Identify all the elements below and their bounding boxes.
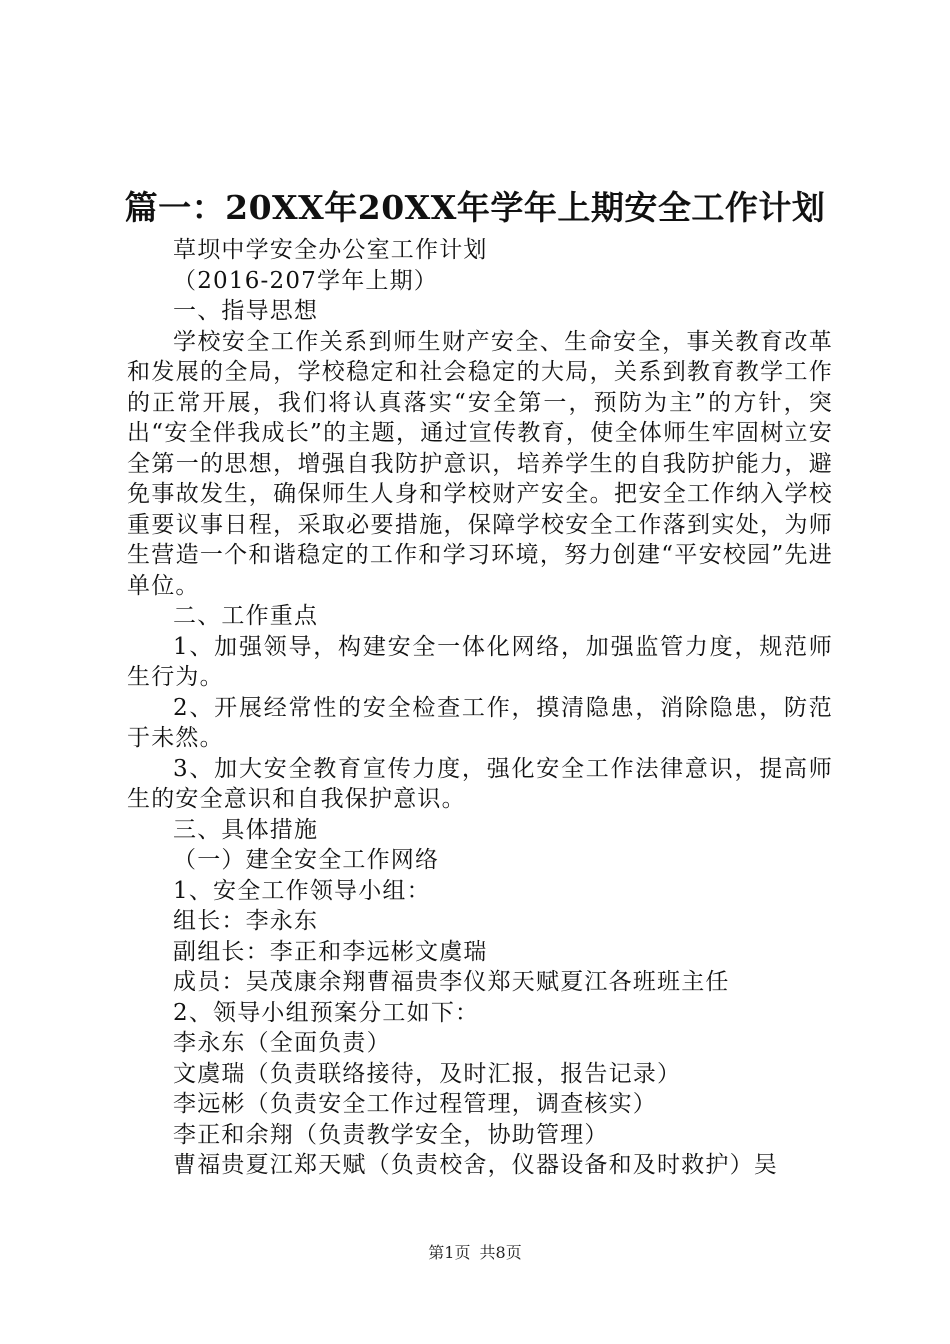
subtitle-school-year: （2016-207学年上期） xyxy=(173,267,439,294)
section-heading-3: 三、具体措施 xyxy=(173,816,319,843)
list-item-division-of-work: 2、领导小组预案分工如下： xyxy=(173,999,480,1026)
paragraph-key-point-3: 3、加大安全教育宣传力度，强化安全工作法律意识，提高师生的安全意识和自我保护意识。 xyxy=(127,755,833,812)
section-heading-1: 一、指导思想 xyxy=(173,298,319,324)
list-item-duty-2: 文虞瑞（负责联络接待，及时汇报，报告记录） xyxy=(173,1060,682,1087)
paragraph-key-point-1: 1、加强领导，构建安全一体化网络，加强监管力度，规范师生行为。 xyxy=(127,633,833,690)
document-body xyxy=(127,235,833,1181)
subtitle-office-plan: 草坝中学安全办公室工作计划 xyxy=(173,237,488,263)
list-item-duty-1: 李永东（全面负责） xyxy=(173,1030,391,1056)
section-heading-2: 二、工作重点 xyxy=(173,603,319,629)
paragraph-key-point-2: 2、开展经常性的安全检查工作，摸清隐患，消除隐患，防范于未然。 xyxy=(127,694,833,751)
list-item-duty-3: 李远彬（负责安全工作过程管理，调查核实） xyxy=(173,1091,657,1117)
document-title: 篇一：20XX年20XX年学年上期安全工作计划 xyxy=(124,188,826,227)
page-number: 第1页 xyxy=(428,1243,471,1262)
page-total: 共8页 xyxy=(479,1243,522,1262)
list-item-duty-4: 李正和余翔（负责教学安全，协助管理） xyxy=(173,1121,609,1148)
list-item-leadership-group: 1、安全工作领导小组： xyxy=(173,877,431,904)
list-item-deputy-leaders: 副组长：李正和李远彬文虞瑞 xyxy=(173,938,488,965)
subsection-heading-1: （一）建全安全工作网络 xyxy=(173,847,440,873)
list-item-members: 成员：吴茂康余翔曹福贵李仪郑天赋夏江各班班主任 xyxy=(173,969,730,995)
page-footer xyxy=(0,1243,950,1263)
list-item-group-leader: 组长：李永东 xyxy=(173,908,319,934)
paragraph-guiding-thought: 学校安全工作关系到师生财产安全、生命安全，事关教育改革和发展的全局，学校稳定和社会稳定的大局，关系到教育教学工作的正常开展，我们将认真落实“安全第一，预防为主”的方针，突出“安全伴我成长”的主题，通过宣传教育，使全体师生牢固树立安全第一的思想，增强自我防护意识，培养学生的自我防护能力，避免事故发生，确保师生人身和学校财产安全。把安全工作纳入学校重要议事日程，采取必要措施，保障学校安全工作落到实处，为师生营造一个和谐稳定的工作和学习环境，努力创建“平安校园”先进单位。 xyxy=(127,328,833,599)
list-item-duty-5: 曹福贵夏江郑天赋（负责校舍，仪器设备和及时救护）吴 xyxy=(173,1152,778,1178)
